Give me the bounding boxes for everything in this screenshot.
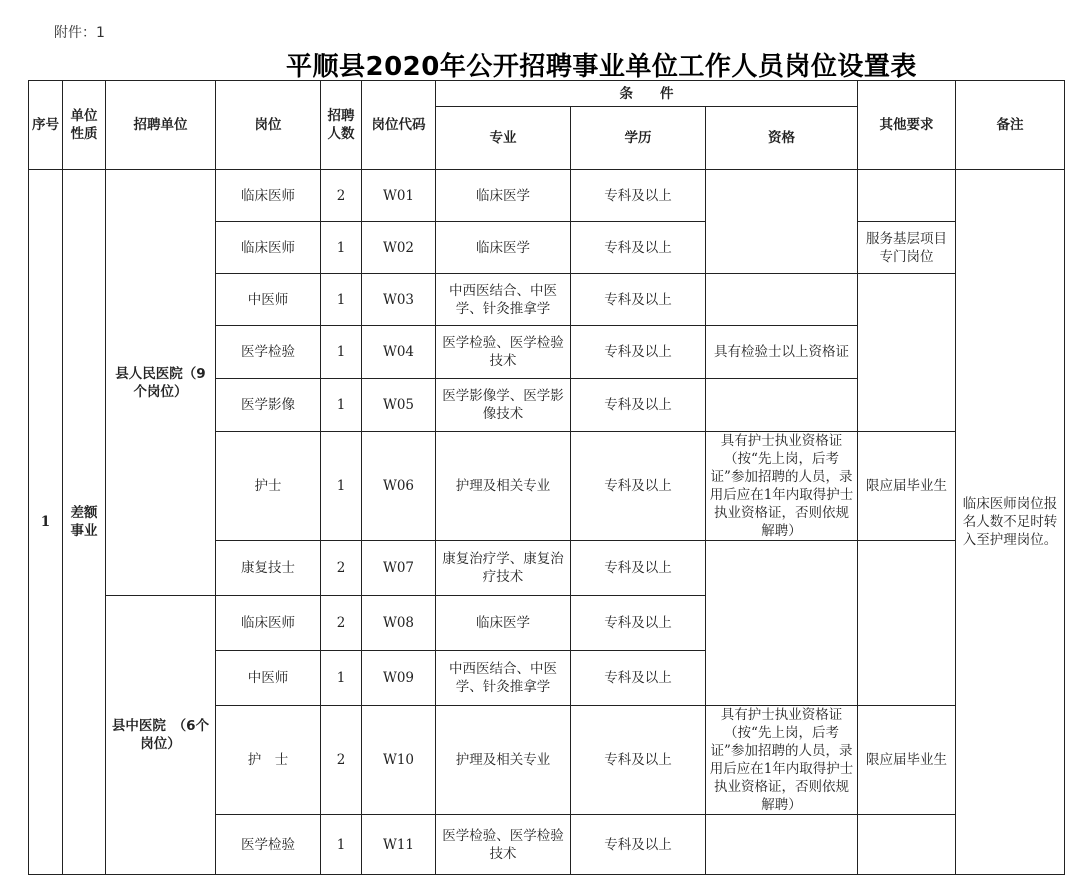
col-header-count: 招聘人数 [321, 81, 362, 170]
other-cell: 限应届毕业生 [858, 432, 956, 541]
major-cell: 康复治疗学、康复治疗技术 [436, 541, 571, 596]
position-cell: 临床医师 [216, 222, 321, 274]
header-row-1 [29, 81, 1065, 107]
col-header-nature: 单位性质 [63, 81, 106, 170]
count-cell: 2 [321, 596, 362, 651]
other-cell-empty [858, 815, 956, 875]
attachment-label: 附件：1 [54, 25, 105, 41]
education-cell: 专科及以上 [571, 379, 706, 432]
qualification-cell-empty [706, 541, 858, 706]
count-cell: 2 [321, 541, 362, 596]
table-row [29, 170, 1065, 222]
code-cell: W08 [362, 596, 436, 651]
code-cell: W02 [362, 222, 436, 274]
col-header-qualification: 资格 [706, 107, 858, 170]
education-cell: 专科及以上 [571, 815, 706, 875]
col-header-seq: 序号 [29, 81, 63, 170]
other-cell-empty [858, 541, 956, 706]
count-cell: 1 [321, 432, 362, 541]
position-cell: 医学检验 [216, 326, 321, 379]
qualification-cell-empty [706, 274, 858, 326]
qualification-cell-empty [706, 170, 858, 274]
qualification-cell: 具有检验士以上资格证 [706, 326, 858, 379]
count-cell: 1 [321, 274, 362, 326]
count-cell: 2 [321, 706, 362, 815]
position-cell: 临床医师 [216, 596, 321, 651]
code-cell: W07 [362, 541, 436, 596]
col-header-remark: 备注 [956, 81, 1065, 170]
code-cell: W04 [362, 326, 436, 379]
education-cell: 专科及以上 [571, 596, 706, 651]
qualification-cell: 具有护士执业资格证（按“先上岗，后考证”参加招聘的人员，录用后应在1年内取得护士执业资格证，否则依规解聘） [706, 706, 858, 815]
education-cell: 专科及以上 [571, 170, 706, 222]
page-title: 平顺县2020年公开招聘事业单位工作人员岗位设置表 [286, 52, 917, 82]
major-cell: 医学影像学、医学影像技术 [436, 379, 571, 432]
position-cell: 康复技士 [216, 541, 321, 596]
col-header-major: 专业 [436, 107, 571, 170]
code-cell: W05 [362, 379, 436, 432]
code-cell: W09 [362, 651, 436, 706]
education-cell: 专科及以上 [571, 222, 706, 274]
col-header-unit: 招聘单位 [106, 81, 216, 170]
position-cell: 医学检验 [216, 815, 321, 875]
other-cell: 限应届毕业生 [858, 706, 956, 815]
count-cell: 1 [321, 815, 362, 875]
qualification-cell-empty [706, 815, 858, 875]
position-cell: 护士 [216, 432, 321, 541]
position-cell: 医学影像 [216, 379, 321, 432]
col-header-other: 其他要求 [858, 81, 956, 170]
col-header-position: 岗位 [216, 81, 321, 170]
code-cell: W11 [362, 815, 436, 875]
major-cell: 医学检验、医学检验技术 [436, 815, 571, 875]
major-cell: 临床医学 [436, 222, 571, 274]
unit-nature: 差额事业 [63, 170, 106, 875]
education-cell: 专科及以上 [571, 432, 706, 541]
code-cell: W01 [362, 170, 436, 222]
position-cell: 护 士 [216, 706, 321, 815]
education-cell: 专科及以上 [571, 326, 706, 379]
group-seq: 1 [29, 170, 63, 875]
education-cell: 专科及以上 [571, 274, 706, 326]
major-cell: 医学检验、医学检验技术 [436, 326, 571, 379]
unit-name-people-hospital: 县人民医院（9个岗位） [106, 170, 216, 596]
major-cell: 护理及相关专业 [436, 432, 571, 541]
count-cell: 1 [321, 651, 362, 706]
other-cell: 服务基层项目专门岗位 [858, 222, 956, 274]
count-cell: 2 [321, 170, 362, 222]
count-cell: 1 [321, 379, 362, 432]
position-cell: 中医师 [216, 274, 321, 326]
other-cell-empty [858, 274, 956, 432]
other-cell-empty [858, 170, 956, 222]
major-cell: 护理及相关专业 [436, 706, 571, 815]
code-cell: W03 [362, 274, 436, 326]
code-cell: W10 [362, 706, 436, 815]
education-cell: 专科及以上 [571, 541, 706, 596]
position-table [28, 80, 1065, 875]
qualification-cell-empty [706, 379, 858, 432]
col-header-education: 学历 [571, 107, 706, 170]
remark-cell: 临床医师岗位报名人数不足时转入至护理岗位。 [956, 170, 1065, 875]
major-cell: 临床医学 [436, 596, 571, 651]
col-header-conditions: 条 件 [436, 81, 858, 107]
unit-name-tcm-hospital: 县中医院 （6个岗位） [106, 596, 216, 875]
education-cell: 专科及以上 [571, 706, 706, 815]
col-header-code: 岗位代码 [362, 81, 436, 170]
qualification-cell: 具有护士执业资格证（按“先上岗，后考证”参加招聘的人员，录用后应在1年内取得护士执业资格证，否则依规解聘） [706, 432, 858, 541]
code-cell: W06 [362, 432, 436, 541]
position-cell: 中医师 [216, 651, 321, 706]
education-cell: 专科及以上 [571, 651, 706, 706]
major-cell: 中西医结合、中医学、针灸推拿学 [436, 274, 571, 326]
major-cell: 临床医学 [436, 170, 571, 222]
count-cell: 1 [321, 222, 362, 274]
position-cell: 临床医师 [216, 170, 321, 222]
count-cell: 1 [321, 326, 362, 379]
major-cell: 中西医结合、中医学、针灸推拿学 [436, 651, 571, 706]
